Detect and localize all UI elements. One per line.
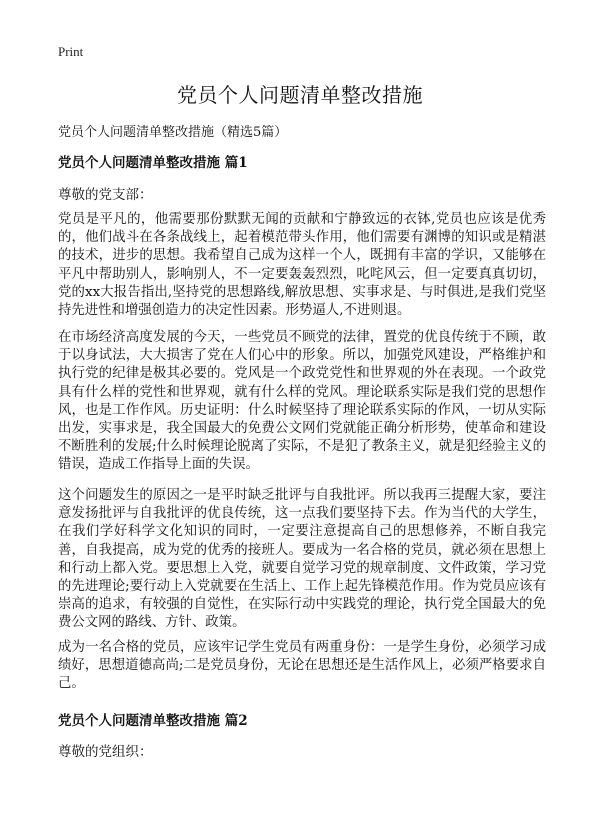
body-paragraph: 在市场经济高度发展的今天，一些党员不顾党的法律，置党的优良传统于不顾，敢于以身试法，大大损害了党在人们心中的形象。所以，加强党风建设，严格维护和执行党的纪律是极其必要的。党风是一个政党党性和世界观的外在表现。一个政党具有什么样的党性和世界观，就有什么样的党风。理论联系实际是我们党的思想作风，也是工作作风。历史证明：什么时候坚持了理论联系实际的作风，一切从实际出发，实事求是，我全国最大的免费公文网们党就能正确分析形势，使革命和建设不断胜利的发展;什么时候理论脱离了实际，不是犯了教条主义，就是犯经验主义的错误，造成工作指导上面的失误。 (58, 330, 546, 473)
body-paragraph: 党员是平凡的，他需要那份默默无闻的贡献和宁静致远的衣钵,党员也应该是优秀的，他们战斗在各条战线上，起着模范带头作用，他们需要有渊博的知识或是精湛的技术，进步的思想。我希望自己成为这样一个人，既拥有丰富的学识，又能够在平凡中帮助别人，影响别人，不一定要轰轰烈烈，叱咤风云，但一定要真真切切，党的xx大报告指出,坚持党的思想路线,解放思想、实事求是、与时俱进,是我们党坚持先进性和增强创造力的决定性因素。形势逼人,不进则退。 (58, 212, 546, 319)
document-subtitle: 党员个人问题清单整改措施（精选5篇） (58, 125, 288, 140)
section-salutation: 尊敬的党组织： (58, 744, 153, 760)
body-paragraph: 这个问题发生的原因之一是平时缺乏批评与自我批评。所以我再三提醒大家，要注意发扬批评与自我批评的优良传统，这一点我们要坚持下去。作为当代的大学生，在我们学好科学文化知识的同时，一定要注意提高自己的思想修养，不断自我完善，自我提高，成为党的优秀的接班人。要成为一名合格的党员，就必须在思想上和行动上都入党。要思想上入党，就要自觉学习党的规章制度、文件政策，学习党的先进理论;要行动上入党就要在生活上、工作上起先锋模范作用。作为党员应该有崇高的追求，有较强的自觉性，在实际行动中实践党的理论，执行党全国最大的免费公文网的路线、方针、政策。 (58, 488, 546, 631)
document-title: 党员个人问题清单整改措施 (177, 83, 423, 107)
section-salutation: 尊敬的党支部： (58, 187, 153, 203)
section-heading: 党员个人问题清单整改措施 篇2 (58, 713, 248, 729)
print-label: Print (58, 44, 84, 59)
body-paragraph: 成为一名合格的党员，应该牢记学生党员有两重身份：一是学生身份，必须学习成绩好，思想道德高尚;二是党员身份，无论在思想还是生活作风上，必须严格要求自己。 (58, 640, 546, 692)
section-heading: 党员个人问题清单整改措施 篇1 (58, 155, 248, 171)
